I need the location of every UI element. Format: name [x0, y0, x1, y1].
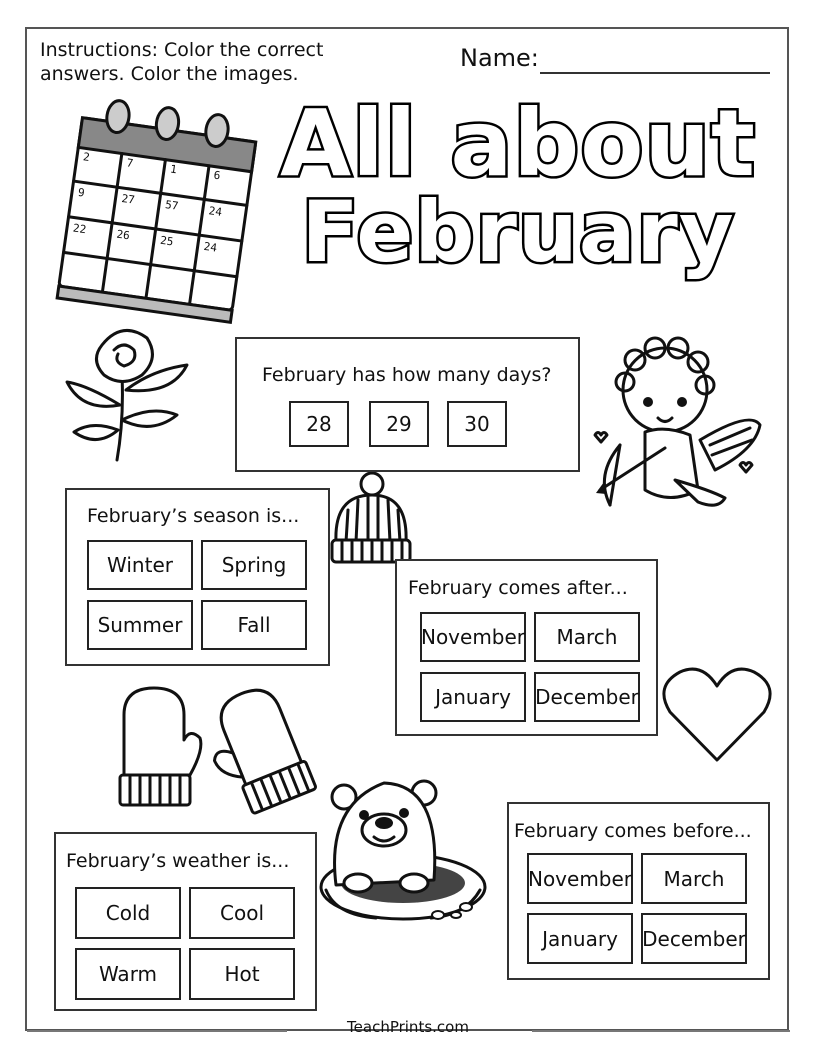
- answer-march-before[interactable]: March: [641, 853, 747, 904]
- answer-winter[interactable]: Winter: [87, 540, 193, 590]
- answer-december-after[interactable]: December: [534, 672, 640, 722]
- calendar-day-number: 7: [125, 156, 135, 171]
- heart-icon[interactable]: [660, 664, 774, 768]
- cupid-icon[interactable]: [590, 330, 765, 535]
- answer-cool[interactable]: Cool: [189, 887, 295, 939]
- name-label: Name:: [460, 44, 539, 72]
- answer-fall[interactable]: Fall: [201, 600, 307, 650]
- instructions: Instructions: Color the correct answers. Color the images.: [40, 39, 324, 85]
- calendar-day-number: 22: [72, 221, 88, 237]
- question-weather-prompt: February’s weather is...: [66, 850, 290, 872]
- answer-30[interactable]: 30: [447, 401, 507, 447]
- question-days-prompt: February has how many days?: [262, 364, 552, 386]
- calendar-day-number: 24: [207, 204, 223, 219]
- groundhog-icon[interactable]: [316, 765, 491, 925]
- answer-january-before[interactable]: January: [527, 913, 633, 964]
- mittens-icon[interactable]: [112, 680, 322, 815]
- answer-warm[interactable]: Warm: [75, 948, 181, 1000]
- calendar-day-number: 25: [159, 233, 175, 249]
- answer-january-after[interactable]: January: [420, 672, 526, 722]
- title-line-2: February: [301, 183, 735, 281]
- calendar-day-number: 9: [77, 185, 86, 200]
- answer-29[interactable]: 29: [369, 401, 429, 447]
- footer-credit: TeachPrints.com: [347, 1018, 469, 1036]
- page-title: [268, 90, 768, 281]
- question-after-box: [395, 559, 658, 736]
- question-before-box: [507, 802, 770, 980]
- calendar-day-number: 24: [202, 239, 218, 255]
- question-weather-box: [54, 832, 317, 1011]
- answer-summer[interactable]: Summer: [87, 600, 193, 650]
- answer-march-after[interactable]: March: [534, 612, 640, 662]
- name-field-line[interactable]: [540, 72, 770, 74]
- question-days-box: [235, 337, 580, 472]
- question-after-prompt: February comes after...: [408, 577, 628, 599]
- title-line-1: All about: [280, 90, 756, 197]
- answer-november-before[interactable]: November: [527, 853, 633, 904]
- rose-icon[interactable]: [62, 320, 202, 465]
- question-season-box: [65, 488, 330, 666]
- answer-spring[interactable]: Spring: [201, 540, 307, 590]
- answer-28[interactable]: 28: [289, 401, 349, 447]
- calendar-day-number: 26: [115, 227, 131, 243]
- question-season-prompt: February’s season is...: [87, 505, 300, 527]
- beanie-hat-icon[interactable]: [328, 470, 413, 568]
- calendar-icon[interactable]: [40, 100, 260, 325]
- answer-november-after[interactable]: November: [420, 612, 526, 662]
- answer-hot[interactable]: Hot: [189, 948, 295, 1000]
- calendar-day-number: 2: [82, 150, 91, 165]
- answer-cold[interactable]: Cold: [75, 887, 181, 939]
- calendar-day-number: 6: [212, 168, 222, 183]
- calendar-day-number: 57: [164, 198, 180, 213]
- answer-december-before[interactable]: December: [641, 913, 747, 964]
- calendar-day-number: 27: [120, 191, 136, 207]
- question-before-prompt: February comes before...: [514, 820, 752, 842]
- calendar-day-number: 1: [169, 162, 178, 177]
